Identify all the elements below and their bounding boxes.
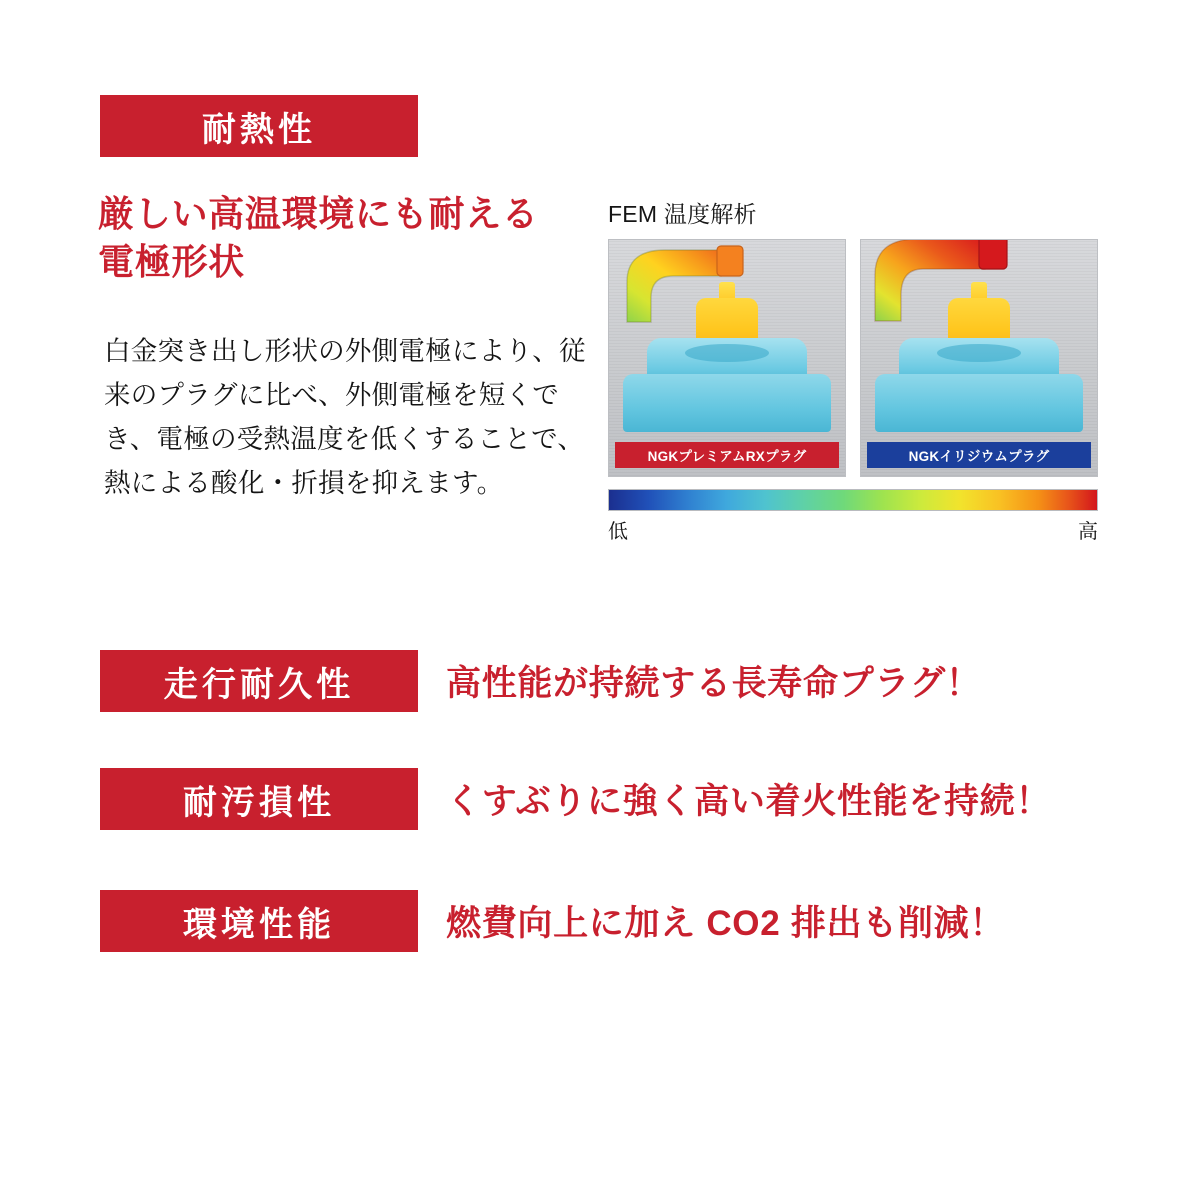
section-badge-heat-resistance: 耐熱性 — [100, 95, 418, 157]
feature-row-durability — [100, 650, 1100, 712]
temperature-color-scale — [608, 489, 1098, 511]
fem-panel-label-iridium: NGKイリジウムプラグ — [867, 442, 1091, 468]
fem-figure-title: FEM 温度解析 — [608, 201, 757, 227]
section-body-copy: 白金突き出し形状の外側電極により、従来のプラグに比べ、外側電極を短くでき、電極の受熱温度を低くすることで、熱による酸化・折損を抑えます。 — [104, 336, 586, 498]
plug-base-iridium — [875, 374, 1083, 432]
headline-line-1: 厳しい高温環境にも耐える — [98, 193, 539, 234]
feature-badge-durability: 走行耐久性 — [100, 650, 418, 712]
fem-panel-group — [608, 239, 1098, 477]
feature-badge-fouling-resistance: 耐汚損性 — [100, 768, 418, 830]
scale-label-high: 高 — [1078, 521, 1098, 543]
fem-panel-iridium — [860, 239, 1098, 477]
feature-badge-environmental: 環境性能 — [100, 890, 418, 952]
feature-row-environmental — [100, 890, 1100, 952]
headline-line-2: 電極形状 — [98, 241, 245, 283]
feature-text-environmental: 燃費向上に加え CO2 排出も削減！ — [446, 904, 1006, 943]
feature-text-fouling-resistance: くすぶりに強く高い着火性能を持続！ — [446, 782, 1052, 821]
fem-analysis-figure — [608, 196, 1098, 544]
temperature-scale-labels — [608, 515, 1098, 544]
feature-row-fouling-resistance — [100, 768, 1100, 830]
scale-label-low: 低 — [608, 521, 628, 543]
feature-text-durability: 高性能が持続する長寿命プラグ！ — [446, 664, 982, 703]
plug-base-rx — [623, 374, 831, 432]
section-headline — [98, 190, 618, 286]
fem-panel-label-rx: NGKプレミアムRXプラグ — [615, 442, 839, 468]
fem-panel-premium-rx — [608, 239, 846, 477]
